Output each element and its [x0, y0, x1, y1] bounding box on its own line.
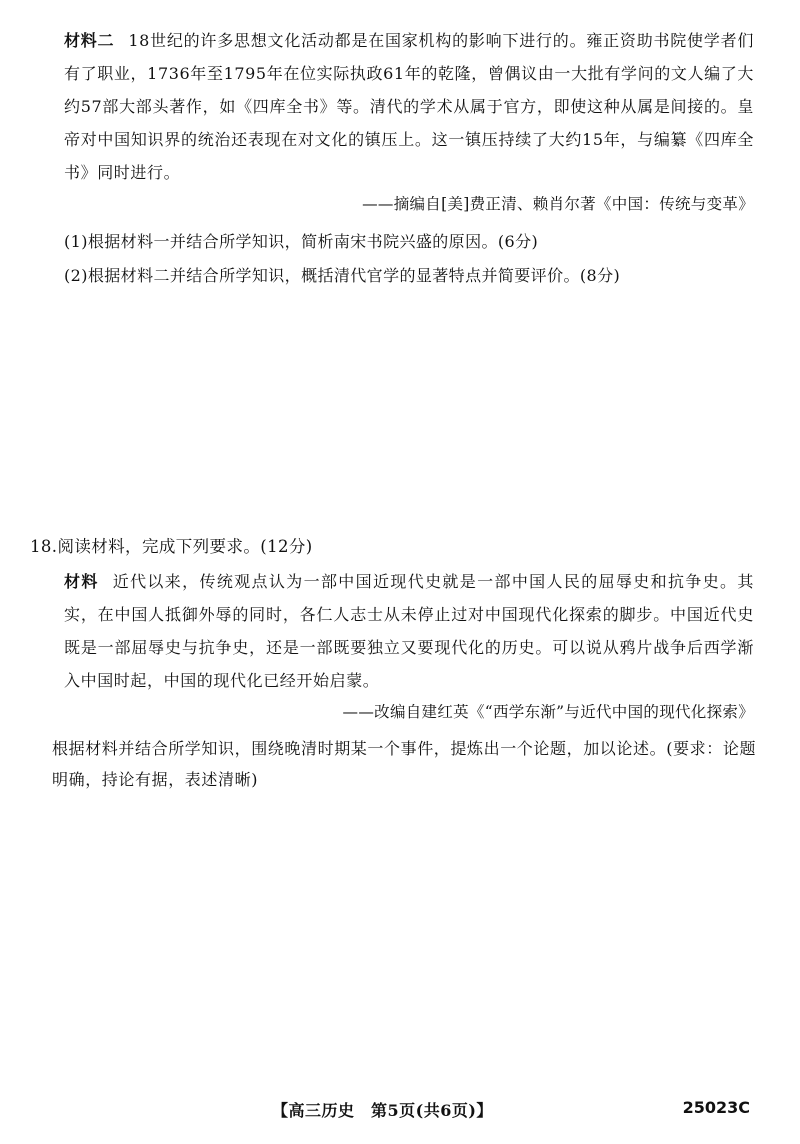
question-18-material-paragraph [64, 565, 754, 697]
material-two-paragraph [64, 24, 754, 189]
page-footer: 【高三历史 第5页(共6页)】 [272, 1101, 493, 1120]
question-17-part-1: (1)根据材料一并结合所学知识，简析南宋书院兴盛的原因。(6分) [64, 232, 539, 251]
question-18-material-label: 材料 [64, 572, 99, 591]
material-two-label: 材料二 [64, 31, 115, 50]
question-17-part-2: (2)根据材料二并结合所学知识，概括清代官学的显著特点并简要评价。(8分) [64, 266, 621, 285]
question-18-material-text: 近代以来，传统观点认为一部中国近现代史就是一部中国人民的屈辱史和抗争史。其实，在中国人抵御外辱的同时，各仁人志士从未停止过对中国现代化探索的脚步。中国近代史既是一部屈辱史与抗争史，还是一部既要独立又要现代化的历史。可以说从鸦片战争后西学渐入中国时起，中国的现代化已经开始启蒙。 [64, 572, 755, 690]
question-18-requirement: 根据材料并结合所学知识，围绕晚清时期某一个事件，提炼出一个论题，加以论述。(要求：论题明确，持论有据，表述清晰) [52, 739, 757, 789]
material-two-source: ——摘编自[美]费正清、赖肖尔著《中国：传统与变革》 [362, 195, 754, 213]
question-18-heading: 18.阅读材料，完成下列要求。(12分) [30, 537, 313, 556]
question-18-source: ——改编自建红英《“西学东渐”与近代中国的现代化探索》 [342, 703, 754, 721]
material-two-text: 18世纪的许多思想文化活动都是在国家机构的影响下进行的。雍正资助书院使学者们有了职业，1736年至1795年在位实际执政61年的乾隆，曾偶议由一大批有学问的文人编了大约57部大部头著作，如《四库全书》等。清代的学术从属于官方，即使这种从属是间接的。皇帝对中国知识界的统治还表现在对文化的镇压上。这一镇压持续了大约15年，与编纂《四库全书》同时进行。 [64, 31, 754, 182]
exam-code: 25023C [682, 1098, 750, 1117]
